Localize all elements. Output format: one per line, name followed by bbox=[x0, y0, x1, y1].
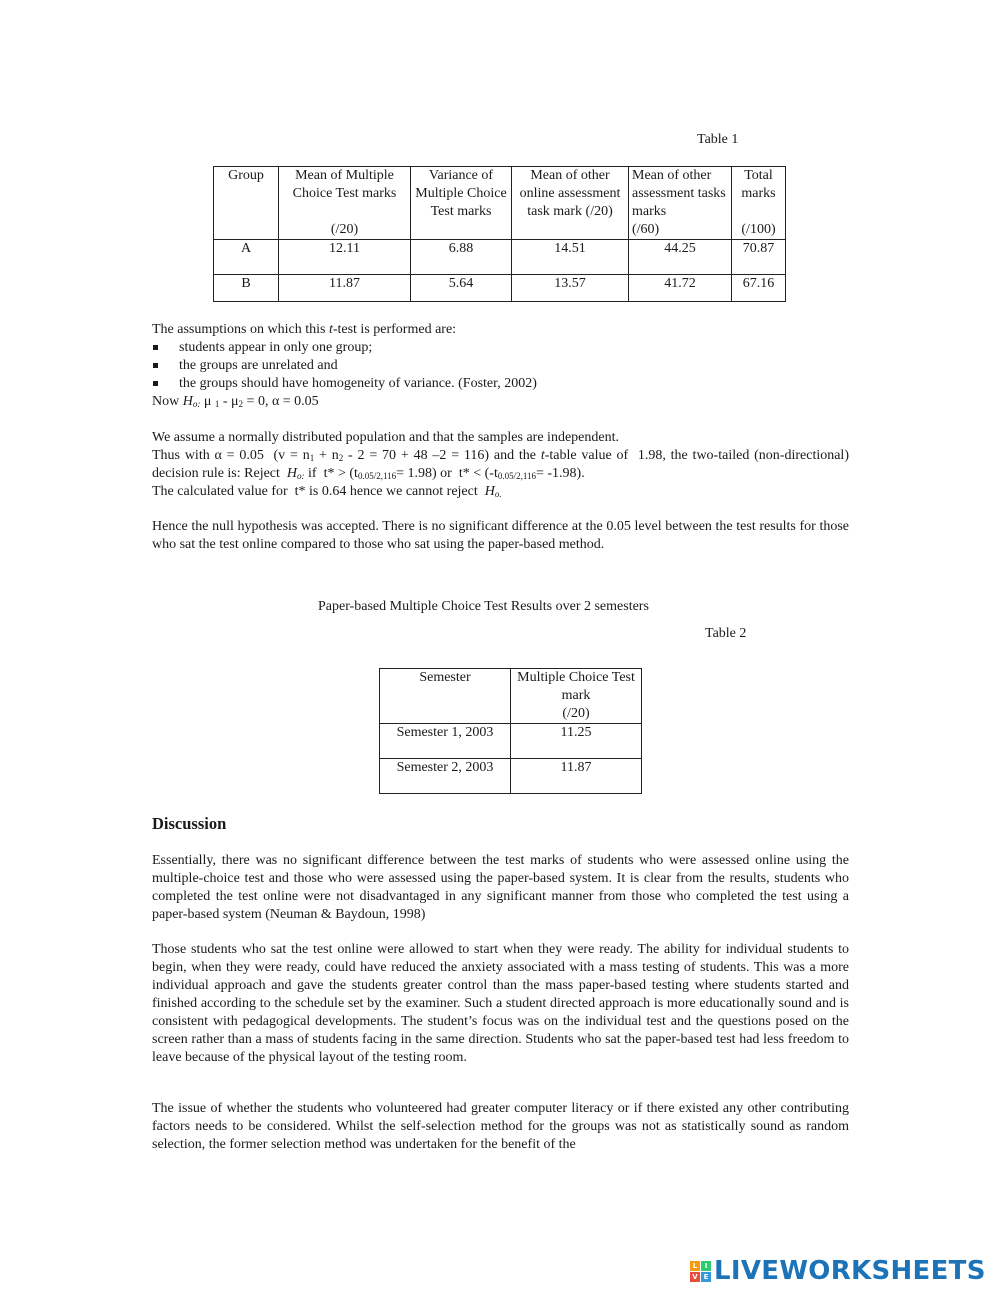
logo-badge-letter: I bbox=[701, 1261, 711, 1271]
logo-badge-letter: E bbox=[701, 1272, 711, 1282]
table-cell: 67.16 bbox=[732, 275, 786, 302]
assumptions-list bbox=[152, 339, 852, 393]
table-cell: 11.87 bbox=[279, 275, 411, 302]
calculated-value: The calculated value for t* is 0.64 hence we cannot reject $H_{o.}$ bbox=[152, 484, 502, 499]
table1-header-cell: Total marks (/100) bbox=[732, 167, 786, 240]
table2-caption: Table 2 bbox=[705, 626, 747, 641]
conclusion-paragraph: Hence the null hypothesis was accepted. There is no significant difference at the 0.05 level between the test results for those who sat the test online compared to those who sat using the paper-based method. bbox=[152, 519, 849, 552]
table1 bbox=[213, 166, 786, 302]
table-row bbox=[214, 240, 786, 275]
table-cell: 12.11 bbox=[279, 240, 411, 275]
table2-header-cell: Multiple Choice Test mark (/20) bbox=[511, 669, 642, 724]
table-cell: 13.57 bbox=[512, 275, 629, 302]
normality-assumption: We assume a normally distributed population and that the samples are independent. bbox=[152, 430, 619, 445]
logo-badge-letter: L bbox=[690, 1261, 700, 1271]
table2 bbox=[379, 668, 642, 794]
assumptions-intro: The assumptions on which this t-test is performed are: bbox=[152, 322, 457, 337]
table-cell: 14.51 bbox=[512, 240, 629, 275]
list-item: the groups should have homogeneity of variance. (Foster, 2002) bbox=[152, 375, 852, 393]
table-cell: Semester 2, 2003 bbox=[380, 759, 511, 794]
table2-header-row bbox=[380, 669, 642, 724]
table-cell: 70.87 bbox=[732, 240, 786, 275]
logo-badge-icon bbox=[690, 1261, 711, 1282]
table1-header-row bbox=[214, 167, 786, 240]
table-cell: 5.64 bbox=[411, 275, 512, 302]
table-cell: A bbox=[214, 240, 279, 275]
table1-header-cell: Group bbox=[214, 167, 279, 240]
table-cell: 11.87 bbox=[511, 759, 642, 794]
decision-rule: Thus with α = 0.05 ($v = n_1 + n_2 - 2 = 70 + 48$ –2 = 116) and the t-table value of 1.98, the two-tailed (non-directional) decision rule is: Reject $H_{o:}$ if $t* > (t_{0.05/2,116}= 1.98)$ or $t* < (-t_{0.05/2,116}= -1.98)$. bbox=[152, 448, 849, 481]
table-cell: B bbox=[214, 275, 279, 302]
table-cell: 44.25 bbox=[629, 240, 732, 275]
table-cell: 6.88 bbox=[411, 240, 512, 275]
table-row bbox=[380, 724, 642, 759]
table2-header-cell: Semester bbox=[380, 669, 511, 724]
null-hypothesis: Now $H_{o:}$ μ $_1 - \mu_2 = 0$, α = 0.05 bbox=[152, 394, 319, 409]
table-row bbox=[380, 759, 642, 794]
logo-badge-letter: V bbox=[690, 1272, 700, 1282]
discussion-heading: Discussion bbox=[152, 814, 227, 833]
table-cell: 41.72 bbox=[629, 275, 732, 302]
table-cell: 11.25 bbox=[511, 724, 642, 759]
table1-header-cell: Mean of other assessment tasks marks (/60) bbox=[629, 167, 732, 240]
discussion-paragraph: Those students who sat the test online were allowed to start when they were ready. The ability for individual students to begin, when they were ready, could have reduced the anxiety associated with a mass testing of students. This was a more individual approach and gave the students greater control than the mass paper-based testing where students started and finished according to the schedule set by the examiner. Such a student directed approach is more educationally sound and is consistent with pedagogical developments. The student’s focus was on the individual test and the questions posed on the screen rather than a mass of students facing in the same direction. Students who sat the paper-based test had less freedom to leave because of the physical layout of the testing room. bbox=[152, 942, 849, 1065]
table1-header-cell: Mean of other online assessment task mark (/20) bbox=[512, 167, 629, 240]
logo-text: LIVEWORKSHEETS bbox=[714, 1256, 986, 1286]
table-row bbox=[214, 275, 786, 302]
discussion-paragraph: The issue of whether the students who volunteered had greater computer literacy or if there existed any other contributing factors needs to be considered. Whilst the self-selection method for the groups was not as statistically sound as random selection, the former selection method was undertaken for the benefit of the bbox=[152, 1101, 849, 1152]
table2-title: Paper-based Multiple Choice Test Results over 2 semesters bbox=[318, 599, 649, 614]
table1-header-cell: Variance of Multiple Choice Test marks bbox=[411, 167, 512, 240]
table1-caption: Table 1 bbox=[697, 132, 739, 147]
liveworksheets-logo bbox=[690, 1256, 986, 1286]
discussion-paragraph: Essentially, there was no significant difference between the test marks of students who were assessed online using the multiple-choice test and those who were assessed using the paper-based system. It is clear from the results, students who completed the test online were not disadvantaged in any significant manner from those who completed the test using a paper-based system (Neuman & Baydoun, 1998) bbox=[152, 853, 849, 922]
list-item: students appear in only one group; bbox=[152, 339, 852, 357]
list-item: the groups are unrelated and bbox=[152, 357, 852, 375]
table1-header-cell: Mean of Multiple Choice Test marks (/20) bbox=[279, 167, 411, 240]
table-cell: Semester 1, 2003 bbox=[380, 724, 511, 759]
